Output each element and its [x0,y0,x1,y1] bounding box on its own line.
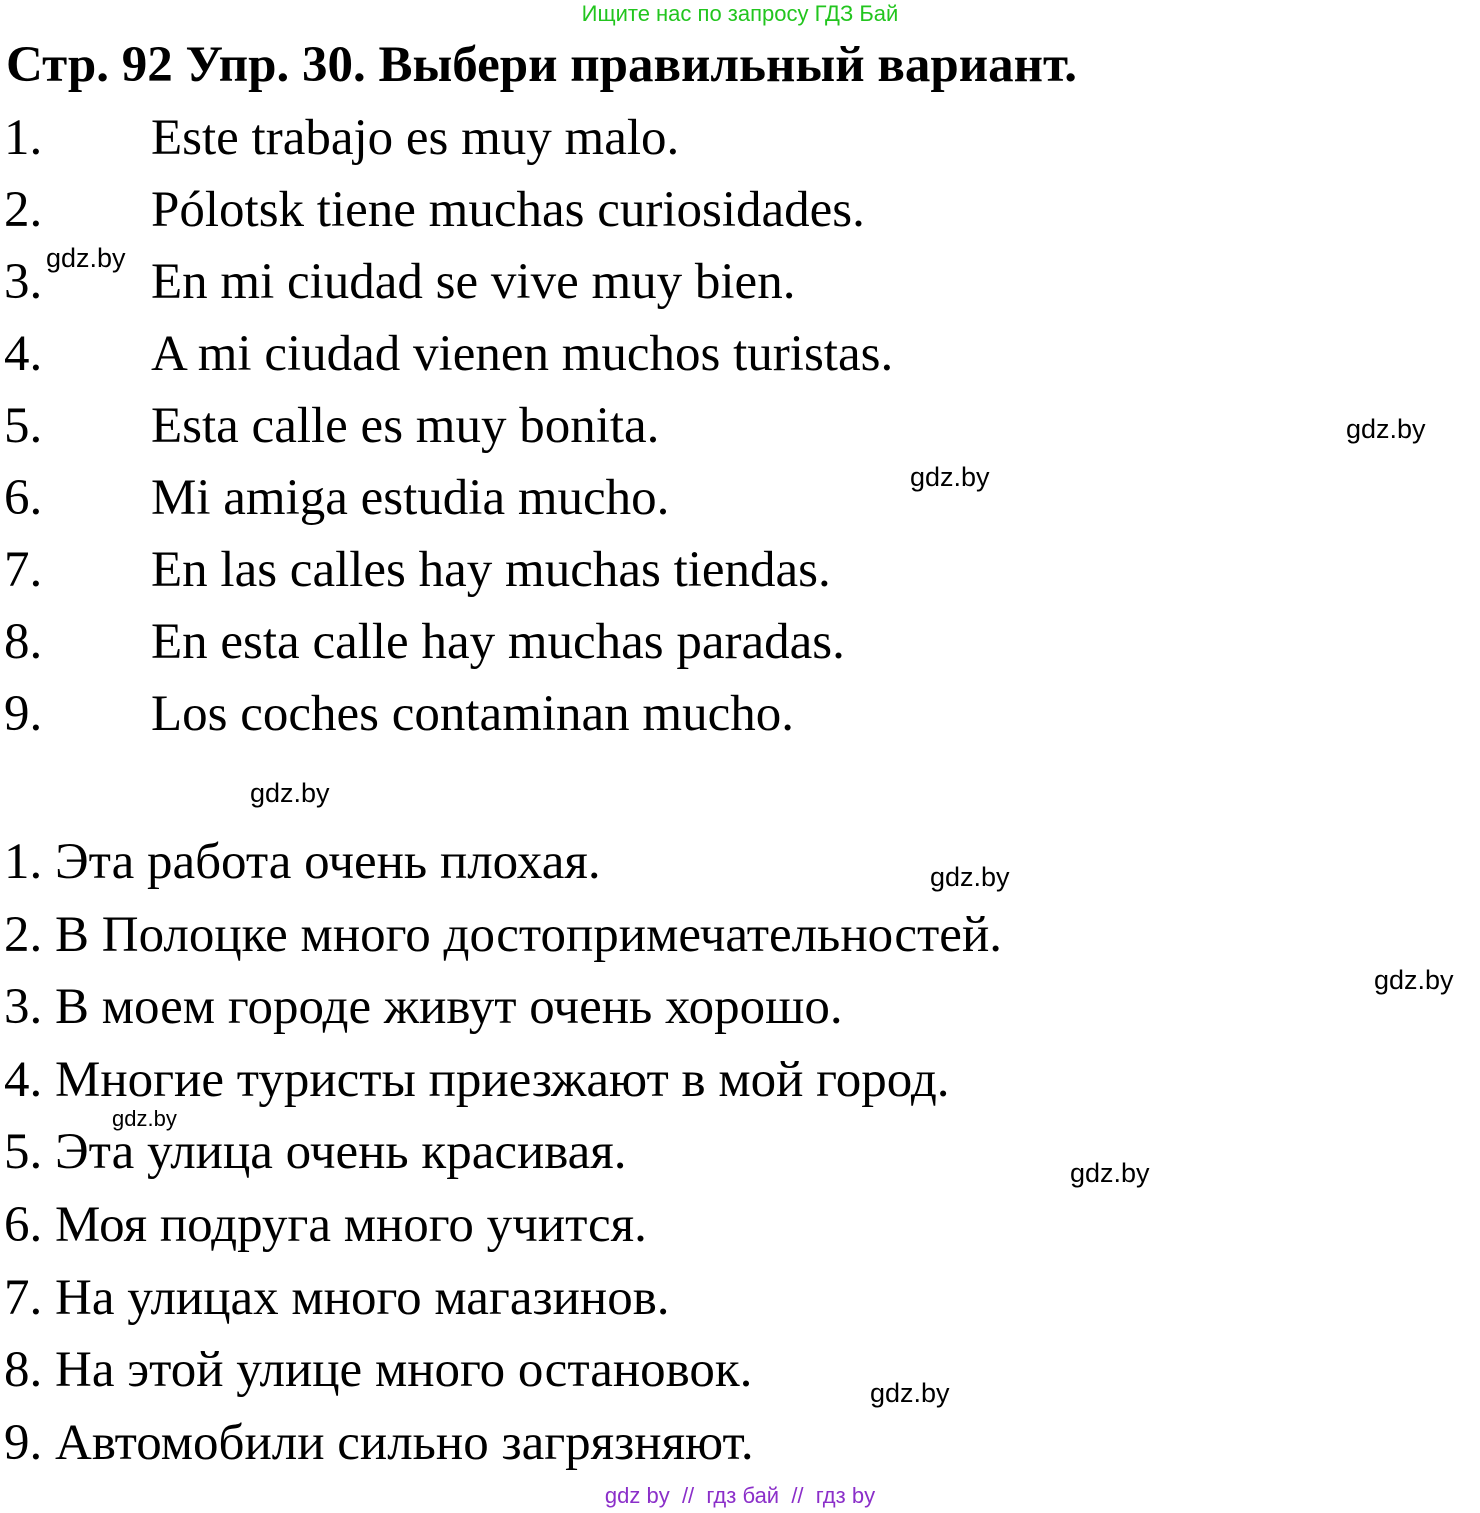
list-item [4,102,1304,174]
top-banner[interactable]: Ищите нас по запросу ГДЗ Бай [581,1,899,26]
item-number: 6. [4,1196,43,1253]
list-item [4,1334,1304,1407]
spanish-sentence: Este trabajo es muy malo. [151,110,680,166]
item-number: 1. [4,834,43,890]
list-item [4,971,1304,1044]
spanish-sentence: Los coches contaminan mucho. [151,686,794,742]
list-item [4,318,1304,390]
watermark: gdz.by [1346,414,1426,444]
russian-translation: В моем городе живут очень хорошо. [55,979,843,1036]
spanish-sentence: A mi ciudad vienen muchos turistas. [151,326,894,382]
watermark: gdz.by [46,243,126,273]
russian-translation: Автомобили сильно загрязняют. [55,1414,754,1471]
list-item [4,1262,1304,1335]
spanish-sentence: En esta calle hay muchas paradas. [151,614,845,670]
list-item [4,826,1304,899]
watermark: gdz.by [870,1378,950,1408]
russian-translation: Эта работа очень плохая. [55,834,601,890]
item-number: 7. [4,1269,43,1326]
russian-translation: Эта улица очень красивая. [55,1124,627,1181]
russian-translation-list [4,826,1304,1479]
footer-links[interactable]: gdz by // гдз бай // гдз by [604,1483,876,1508]
spanish-sentence: Esta calle es muy bonita. [151,398,660,454]
item-number: 6. [4,470,43,526]
item-number: 4. [4,326,43,382]
item-number: 5. [4,1124,43,1181]
item-number: 3. [4,254,43,310]
spanish-sentence-list [4,102,1304,750]
russian-translation: Многие туристы приезжают в мой город. [55,1051,950,1108]
watermark: gdz.by [112,1106,177,1131]
item-number: 8. [4,1342,43,1399]
spanish-sentence: Pólotsk tiene muchas curiosidades. [151,182,865,238]
list-item [4,606,1304,678]
spanish-sentence: En las calles hay muchas tiendas. [151,542,831,598]
list-item [4,462,1304,534]
list-item [4,174,1304,246]
item-number: 7. [4,542,43,598]
item-number: 9. [4,686,43,742]
watermark: gdz.by [910,462,990,492]
spanish-sentence: Mi amiga estudia mucho. [151,470,670,526]
item-number: 5. [4,398,43,454]
list-item [4,1044,1304,1117]
russian-translation: На этой улице много остановок. [55,1342,753,1399]
item-number: 3. [4,979,43,1036]
item-number: 2. [4,906,43,963]
watermark: gdz.by [1070,1158,1150,1188]
item-number: 4. [4,1051,43,1108]
watermark: gdz.by [930,862,1010,892]
watermark: gdz.by [250,778,330,808]
russian-translation: Моя подруга много учится. [55,1196,647,1253]
list-item [4,1407,1304,1480]
item-number: 1. [4,110,43,166]
russian-translation: На улицах много магазинов. [55,1269,670,1326]
list-item [4,246,1304,318]
item-number: 9. [4,1414,43,1471]
list-item [4,534,1304,606]
list-item [4,678,1304,750]
watermark: gdz.by [1374,965,1454,995]
spanish-sentence: En mi ciudad se vive muy bien. [151,254,796,310]
page-title: Стр. 92 Упр. 30. Выбери правильный вариант. [6,37,1077,93]
list-item [4,1189,1304,1262]
list-item [4,390,1304,462]
item-number: 8. [4,614,43,670]
list-item [4,899,1304,972]
item-number: 2. [4,182,43,238]
russian-translation: В Полоцке много достопримечательностей. [55,906,1002,963]
